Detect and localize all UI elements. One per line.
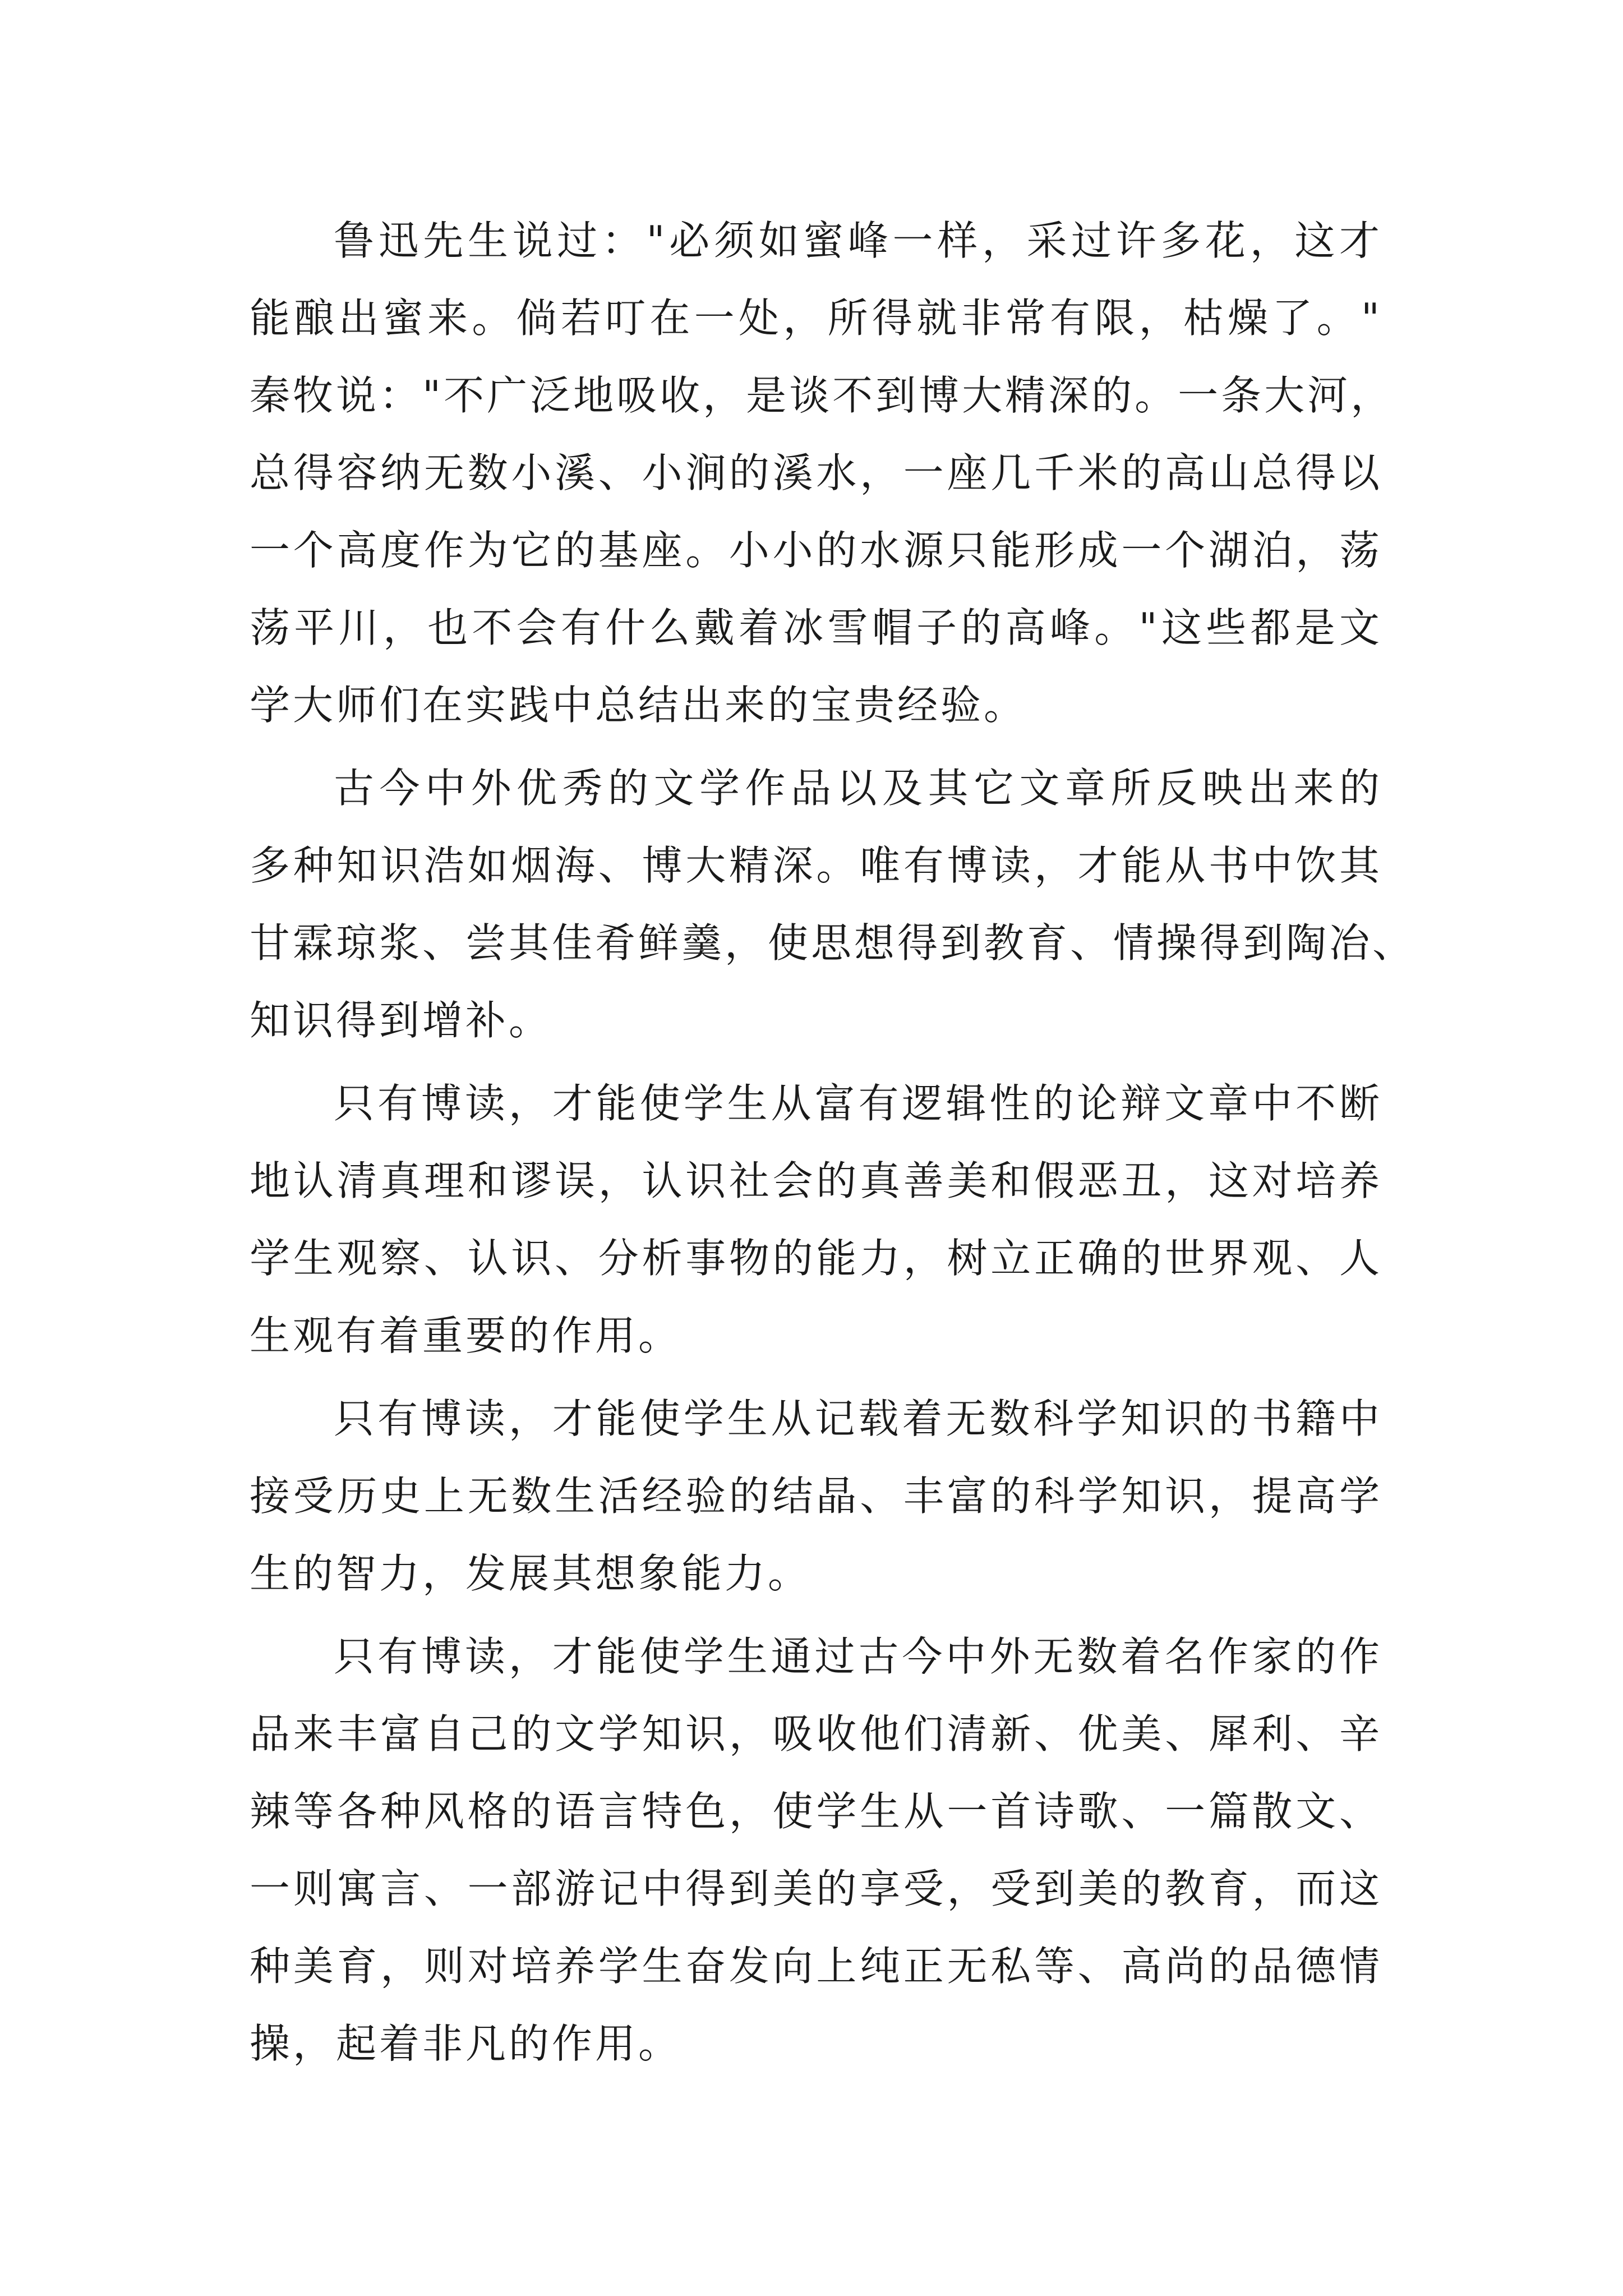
paragraph-line: 多种知识浩如烟海、博大精深。唯有博读，才能从书中饮其 [250, 842, 1382, 889]
paragraph-spacer [250, 1612, 1382, 1618]
paragraph-line: 接受历史上无数生活经验的结晶、丰富的科学知识，提高学 [250, 1473, 1382, 1520]
paragraph-line: 甘霖琼浆、尝其佳肴鲜羹，使思想得到教育、情操得到陶冶、 [250, 919, 1416, 967]
paragraph-line: 一个高度作为它的基座。小小的水源只能形成一个湖泊，荡 [250, 527, 1382, 574]
document-body [250, 202, 1416, 2082]
paragraph-line: 只有博读，才能使学生从记载着无数科学知识的书籍中 [334, 1395, 1382, 1442]
paragraph-4 [250, 1380, 1382, 1612]
paragraph-line: 学生观察、认识、分析事物的能力，树立正确的世界观、人 [250, 1235, 1382, 1282]
paragraph-line: 学大师们在实践中总结出来的宝贵经验。 [250, 682, 1027, 729]
paragraph-line: 知识得到增补。 [250, 997, 552, 1044]
paragraph-line: 品来丰富自己的文学知识，吸收他们清新、优美、犀利、辛 [250, 1710, 1382, 1757]
paragraph-line: 荡平川，也不会有什么戴着冰雪帽子的高峰。"这些都是文 [250, 604, 1382, 651]
paragraph-line: 一则寓言、一部游记中得到美的享受，受到美的教育，而这 [250, 1865, 1382, 1912]
paragraph-5 [250, 1618, 1382, 2082]
paragraph-line: 地认清真理和谬误，认识社会的真善美和假恶丑，这对培养 [250, 1157, 1382, 1204]
paragraph-line: 只有博读，才能使学生通过古今中外无数着名作家的作 [334, 1633, 1382, 1680]
paragraph-line: 种美育，则对培养学生奋发向上纯正无私等、高尚的品德情 [250, 1943, 1382, 1990]
paragraph-line: 古今中外优秀的文学作品以及其它文章所反映出来的 [334, 765, 1382, 812]
paragraph-1 [250, 202, 1394, 744]
paragraph-line: 能酿出蜜来。倘若叮在一处，所得就非常有限，枯燥了。" [250, 295, 1382, 342]
paragraph-spacer [250, 1374, 1382, 1380]
paragraph-spacer [250, 1059, 1382, 1065]
paragraph-line: 秦牧说："不广泛地吸收，是谈不到博大精深的。一条大河， [250, 372, 1394, 419]
paragraph-line: 操，起着非凡的作用。 [250, 2020, 682, 2067]
paragraph-line: 生观有着重要的作用。 [250, 1312, 682, 1359]
paragraph-line: 辣等各种风格的语言特色，使学生从一首诗歌、一篇散文、 [250, 1788, 1382, 1835]
paragraph-line: 总得容纳无数小溪、小涧的溪水，一座几千米的高山总得以 [250, 449, 1382, 496]
paragraph-3 [250, 1065, 1382, 1374]
paragraph-line: 只有博读，才能使学生从富有逻辑性的论辩文章中不断 [334, 1080, 1382, 1127]
paragraph-2 [250, 749, 1416, 1059]
paragraph-line: 鲁迅先生说过："必须如蜜峰一样，采过许多花，这才 [334, 217, 1382, 264]
paragraph-spacer [250, 744, 1382, 749]
paragraph-line: 生的智力，发展其想象能力。 [250, 1550, 811, 1597]
